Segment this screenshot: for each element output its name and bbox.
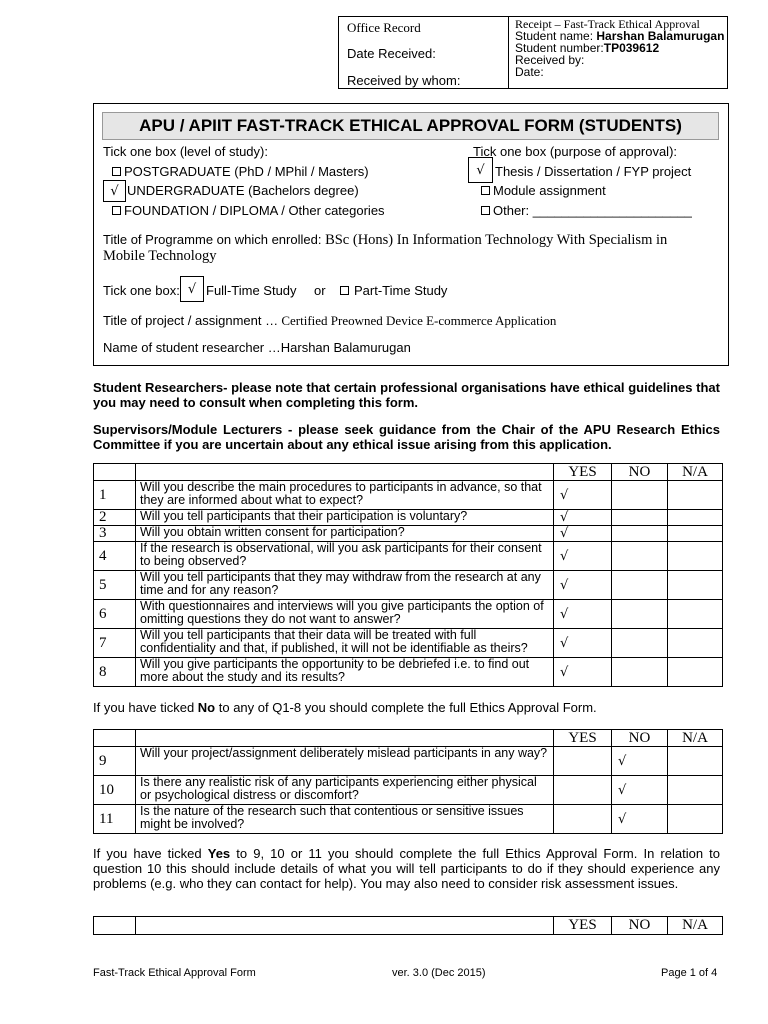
answer-yes-cell[interactable]: √ xyxy=(554,600,612,629)
header-na: N/A xyxy=(668,464,723,481)
question-number: 10 xyxy=(94,776,136,805)
answer-no-cell[interactable] xyxy=(612,629,668,658)
answer-yes-cell[interactable]: √ xyxy=(554,526,612,542)
question-text: With questionnaires and interviews will you give participants the option of omitting questions they do not want to answer? xyxy=(136,600,554,629)
purpose-option-thesis-checkbox[interactable]: √ xyxy=(468,157,493,183)
answer-no-cell[interactable] xyxy=(612,481,668,510)
level-option-undergraduate-checkbox[interactable]: √ xyxy=(103,180,126,202)
supervisors-notice: Supervisors/Module Lecturers - please seek guidance from the Chair of the APU Research Ethics Committee if you are uncertain about any ethical issue arising from this application. xyxy=(93,422,720,452)
student-researchers-notice: Student Researchers- please note that certain professional organisations have ethical guidelines that you may need to consult when completing this form. xyxy=(93,380,720,410)
header-yes: YES xyxy=(554,917,612,935)
question-text: Is the nature of the research such that contentious or sensitive issues might be involved? xyxy=(136,805,554,834)
answer-yes-cell[interactable]: √ xyxy=(554,629,612,658)
form-title: APU / APIIT FAST-TRACK ETHICAL APPROVAL FORM (STUDENTS) xyxy=(102,112,719,140)
answer-no-cell[interactable]: √ xyxy=(612,805,668,834)
table-row xyxy=(94,571,723,600)
researcher-label: Name of student researcher … xyxy=(103,340,281,355)
question-text: Will you describe the main procedures to participants in advance, so that they are informed about what to expect? xyxy=(136,481,554,510)
questions-table-part3 xyxy=(93,916,723,935)
answer-yes-cell[interactable]: √ xyxy=(554,542,612,571)
programme-label: Title of Programme on which enrolled: xyxy=(103,232,326,247)
answer-yes-cell[interactable] xyxy=(554,747,612,776)
receipt-title: Receipt – Fast-Track Ethical Approval xyxy=(515,17,700,31)
answer-no-cell[interactable] xyxy=(612,526,668,542)
table-header-row xyxy=(94,730,723,747)
student-name-line: Student name: Harshan Balamurugan xyxy=(515,29,725,43)
question-text: Is there any realistic risk of any participants experiencing either physical or psychological distress or discomfort? xyxy=(136,776,554,805)
programme-value: BSc (Hons) In Information Technology With Specialism in xyxy=(325,232,668,248)
full-time-checkbox[interactable]: √ xyxy=(180,276,204,302)
purpose-option-other[interactable]: Other: ______________________ xyxy=(481,203,692,218)
footer-form-name: Fast-Track Ethical Approval Form xyxy=(93,967,256,979)
researcher-field xyxy=(103,340,411,355)
answer-no-cell[interactable] xyxy=(612,542,668,571)
answer-na-cell[interactable] xyxy=(668,542,723,571)
answer-na-cell[interactable] xyxy=(668,600,723,629)
checkbox-icon[interactable] xyxy=(340,286,349,295)
office-record-section xyxy=(339,17,509,88)
question-text: Will you tell participants that their participation is voluntary? xyxy=(136,510,554,526)
purpose-heading: Tick one box (purpose of approval): xyxy=(473,144,678,159)
office-record-box xyxy=(338,16,728,89)
footer-version: ver. 3.0 (Dec 2015) xyxy=(392,967,486,979)
question-text: Will you obtain written consent for participation? xyxy=(136,526,554,542)
question-number: 1 xyxy=(94,481,136,510)
answer-na-cell[interactable] xyxy=(668,629,723,658)
header-question-cell xyxy=(136,917,554,935)
answer-na-cell[interactable] xyxy=(668,481,723,510)
table-row xyxy=(94,658,723,687)
table-row xyxy=(94,481,723,510)
level-option-foundation[interactable]: FOUNDATION / DIPLOMA / Other categories xyxy=(112,203,385,218)
answer-na-cell[interactable] xyxy=(668,776,723,805)
answer-no-cell[interactable] xyxy=(612,510,668,526)
header-no: NO xyxy=(612,917,668,935)
question-number: 4 xyxy=(94,542,136,571)
received-by-whom-label: Received by whom: xyxy=(347,73,461,88)
header-no: NO xyxy=(612,730,668,747)
table-header-row xyxy=(94,917,723,935)
header-question-cell xyxy=(136,464,554,481)
study-mode-label: Tick one box: xyxy=(103,283,180,298)
question-number: 11 xyxy=(94,805,136,834)
answer-no-cell[interactable] xyxy=(612,600,668,629)
note-after-part2: If you have ticked Yes to 9, 10 or 11 you should complete the full Ethics Approval Form. In relation to question 10 this should include details of what you will tell participants to do if they should experience any problems (e.g. who they can contact for help). You may also need to consider risk assessment issues. xyxy=(93,846,720,891)
answer-yes-cell[interactable]: √ xyxy=(554,571,612,600)
header-yes: YES xyxy=(554,464,612,481)
header-no: NO xyxy=(612,464,668,481)
table-header-row xyxy=(94,464,723,481)
answer-no-cell[interactable]: √ xyxy=(612,776,668,805)
level-option-postgraduate[interactable]: POSTGRADUATE (PhD / MPhil / Masters) xyxy=(112,164,369,179)
answer-na-cell[interactable] xyxy=(668,571,723,600)
header-question-cell xyxy=(136,730,554,747)
header-num-cell xyxy=(94,730,136,747)
question-text: Will you tell participants that their data will be treated with full confidentiality and that, if published, it will not be identifiable as theirs? xyxy=(136,629,554,658)
full-time-option[interactable]: Full-Time Study xyxy=(206,283,297,298)
checkbox-icon[interactable] xyxy=(112,206,121,215)
student-number-line: Student number:TP039612 xyxy=(515,41,660,55)
table-row xyxy=(94,747,723,776)
header-na: N/A xyxy=(668,730,723,747)
checkbox-icon[interactable] xyxy=(481,186,490,195)
student-name-value: Harshan Balamurugan xyxy=(596,29,725,43)
answer-na-cell[interactable] xyxy=(668,526,723,542)
answer-no-cell[interactable] xyxy=(612,571,668,600)
answer-yes-cell[interactable]: √ xyxy=(554,658,612,687)
level-option-undergraduate[interactable]: UNDERGRADUATE (Bachelors degree) xyxy=(127,183,359,198)
question-number: 8 xyxy=(94,658,136,687)
receipt-section xyxy=(515,17,724,78)
table-row xyxy=(94,526,723,542)
answer-yes-cell[interactable] xyxy=(554,805,612,834)
answer-na-cell[interactable] xyxy=(668,747,723,776)
question-number: 6 xyxy=(94,600,136,629)
header-na: N/A xyxy=(668,917,723,935)
questions-table-part1 xyxy=(93,463,723,687)
answer-yes-cell[interactable]: √ xyxy=(554,510,612,526)
footer-page-number: Page 1 of 4 xyxy=(661,967,718,979)
date-label: Date: xyxy=(515,65,544,79)
question-text: Will you tell participants that they may withdraw from the research at any time and for any reason? xyxy=(136,571,554,600)
header-yes: YES xyxy=(554,730,612,747)
answer-na-cell[interactable] xyxy=(668,510,723,526)
question-number: 5 xyxy=(94,571,136,600)
researcher-value: Harshan Balamurugan xyxy=(280,340,411,355)
answer-yes-cell[interactable]: √ xyxy=(554,481,612,510)
project-label: Title of project / assignment … xyxy=(103,313,279,328)
project-field xyxy=(103,312,556,330)
purpose-option-module[interactable]: Module assignment xyxy=(481,183,606,198)
table-row xyxy=(94,629,723,658)
answer-na-cell[interactable] xyxy=(668,805,723,834)
question-text: If the research is observational, will you ask participants for their consent to being observed? xyxy=(136,542,554,571)
header-num-cell xyxy=(94,464,136,481)
table-row xyxy=(94,600,723,629)
question-number: 7 xyxy=(94,629,136,658)
table-row xyxy=(94,776,723,805)
checkbox-icon[interactable] xyxy=(112,167,121,176)
table-row xyxy=(94,510,723,526)
question-text: Will you give participants the opportunity to be debriefed i.e. to find out more about the study and its results? xyxy=(136,658,554,687)
answer-na-cell[interactable] xyxy=(668,658,723,687)
programme-field xyxy=(103,232,718,264)
question-number: 2 xyxy=(94,510,136,526)
programme-value-line2: Mobile Technology xyxy=(103,248,217,264)
purpose-option-thesis[interactable]: Thesis / Dissertation / FYP project xyxy=(495,164,692,179)
questions-table-part2 xyxy=(93,729,723,834)
part-time-option[interactable]: Part-Time Study xyxy=(340,283,447,298)
level-heading: Tick one box (level of study): xyxy=(103,144,268,159)
note-after-part1: If you have ticked No to any of Q1-8 you should complete the full Ethics Approval Form. xyxy=(93,700,597,715)
office-record-title: Office Record xyxy=(347,20,421,35)
form-details-box xyxy=(93,103,729,366)
student-number-value: TP039612 xyxy=(603,41,660,55)
project-value: Certified Preowned Device E-commerce Application xyxy=(278,313,557,328)
date-received-label: Date Received: xyxy=(347,46,436,61)
checkbox-icon[interactable] xyxy=(481,206,490,215)
question-number: 9 xyxy=(94,747,136,776)
question-text: Will your project/assignment deliberately mislead participants in any way? xyxy=(136,747,554,776)
answer-no-cell[interactable] xyxy=(612,658,668,687)
header-num-cell xyxy=(94,917,136,935)
or-label: or xyxy=(314,283,326,298)
received-by-label: Received by: xyxy=(515,53,585,67)
table-row xyxy=(94,542,723,571)
question-number: 3 xyxy=(94,526,136,542)
answer-no-cell[interactable]: √ xyxy=(612,747,668,776)
table-row xyxy=(94,805,723,834)
answer-yes-cell[interactable] xyxy=(554,776,612,805)
